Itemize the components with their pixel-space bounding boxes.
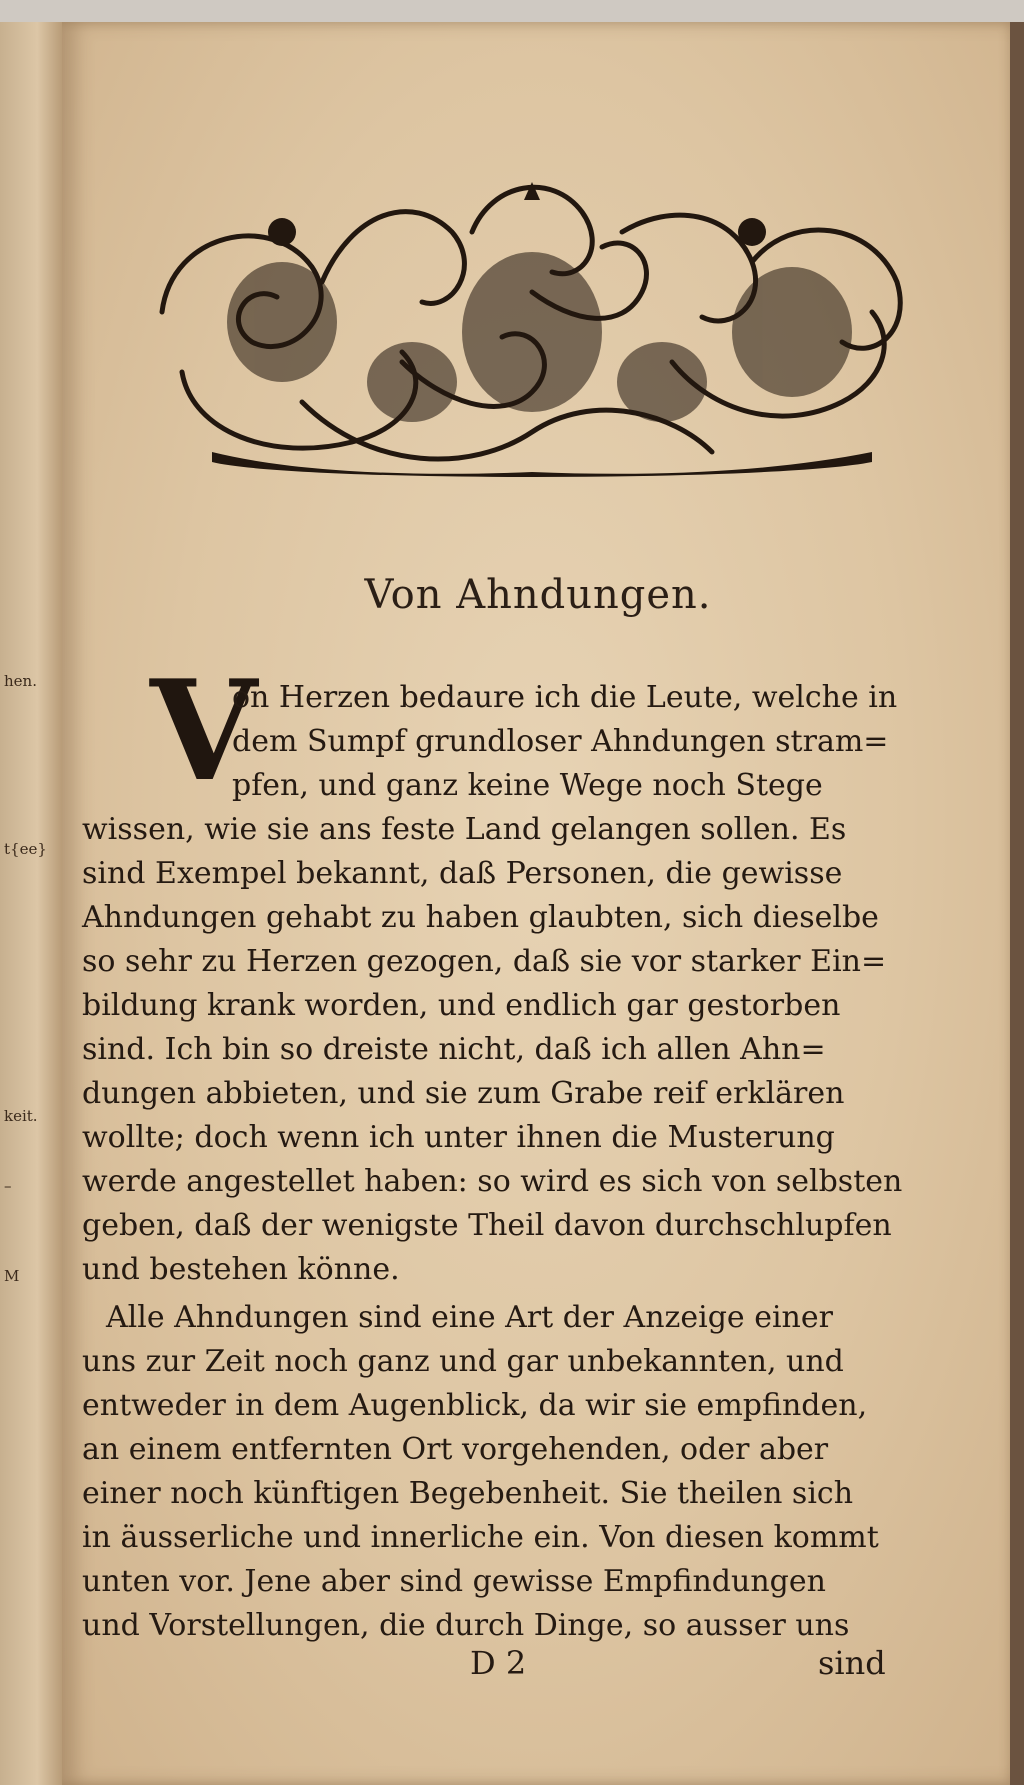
text-line: Alle Ahndungen sind eine Art der Anzeige einer bbox=[106, 1300, 833, 1335]
previous-page-edge bbox=[0, 22, 64, 1785]
catchword: sind bbox=[818, 1644, 886, 1682]
text-line: einer noch künftigen Begebenheit. Sie theilen sich bbox=[82, 1476, 854, 1511]
text-line: dungen abbieten, und sie zum Grabe reif erklären bbox=[82, 1076, 845, 1111]
book-edge-right bbox=[1010, 22, 1024, 1785]
text-line: in äusserliche und innerliche ein. Von diesen kommt bbox=[82, 1520, 879, 1555]
drop-cap-initial: V bbox=[150, 649, 258, 812]
text-line: und bestehen könne. bbox=[82, 1252, 400, 1287]
text-line: so sehr zu Herzen gezogen, daß sie vor starker Ein= bbox=[82, 944, 887, 979]
signature-mark: D 2 bbox=[470, 1644, 527, 1682]
text-line: an einem entfernten Ort vorgehenden, oder aber bbox=[82, 1432, 829, 1467]
text-line: dem Sumpf grundloser Ahndungen stram= bbox=[232, 724, 889, 759]
rococo-headpiece-ornament-icon bbox=[152, 172, 912, 482]
chapter-heading: Von Ahndungen. bbox=[364, 572, 712, 618]
text-line: entweder in dem Augenblick, da wir sie empfinden, bbox=[82, 1388, 868, 1423]
text-line: uns zur Zeit noch ganz und gar unbekannten, und bbox=[82, 1344, 844, 1379]
text-line: Ahndungen gehabt zu haben glaubten, sich dieselbe bbox=[82, 900, 879, 935]
prev-page-fragment: hen. bbox=[4, 672, 37, 690]
text-line: sind Exempel bekannt, daß Personen, die gewisse bbox=[82, 856, 843, 891]
text-line: werde angestellet haben: so wird es sich von selbsten bbox=[82, 1164, 903, 1199]
prev-page-fragment: t{ee} bbox=[4, 840, 47, 858]
text-line: bildung krank worden, und endlich gar gestorben bbox=[82, 988, 841, 1023]
text-line: wollte; doch wenn ich unter ihnen die Musterung bbox=[82, 1120, 835, 1155]
book-page bbox=[62, 22, 1014, 1785]
prev-page-fragment: M bbox=[4, 1267, 20, 1285]
text-line: und Vorstellungen, die durch Dinge, so ausser uns bbox=[82, 1608, 850, 1643]
text-line: on Herzen bedaure ich die Leute, welche in bbox=[232, 680, 898, 715]
prev-page-fragment: keit. bbox=[4, 1107, 38, 1125]
scan-top-strip bbox=[0, 0, 1024, 22]
text-line: wissen, wie sie ans feste Land gelangen sollen. Es bbox=[82, 812, 847, 847]
prev-page-fragment: – bbox=[4, 1177, 12, 1195]
text-line: pfen, und ganz keine Wege noch Stege bbox=[232, 768, 823, 803]
text-line: sind. Ich bin so dreiste nicht, daß ich allen Ahn= bbox=[82, 1032, 826, 1067]
text-line: geben, daß der wenigste Theil davon durchschlupfen bbox=[82, 1208, 892, 1243]
text-line: unten vor. Jene aber sind gewisse Empfindungen bbox=[82, 1564, 826, 1599]
